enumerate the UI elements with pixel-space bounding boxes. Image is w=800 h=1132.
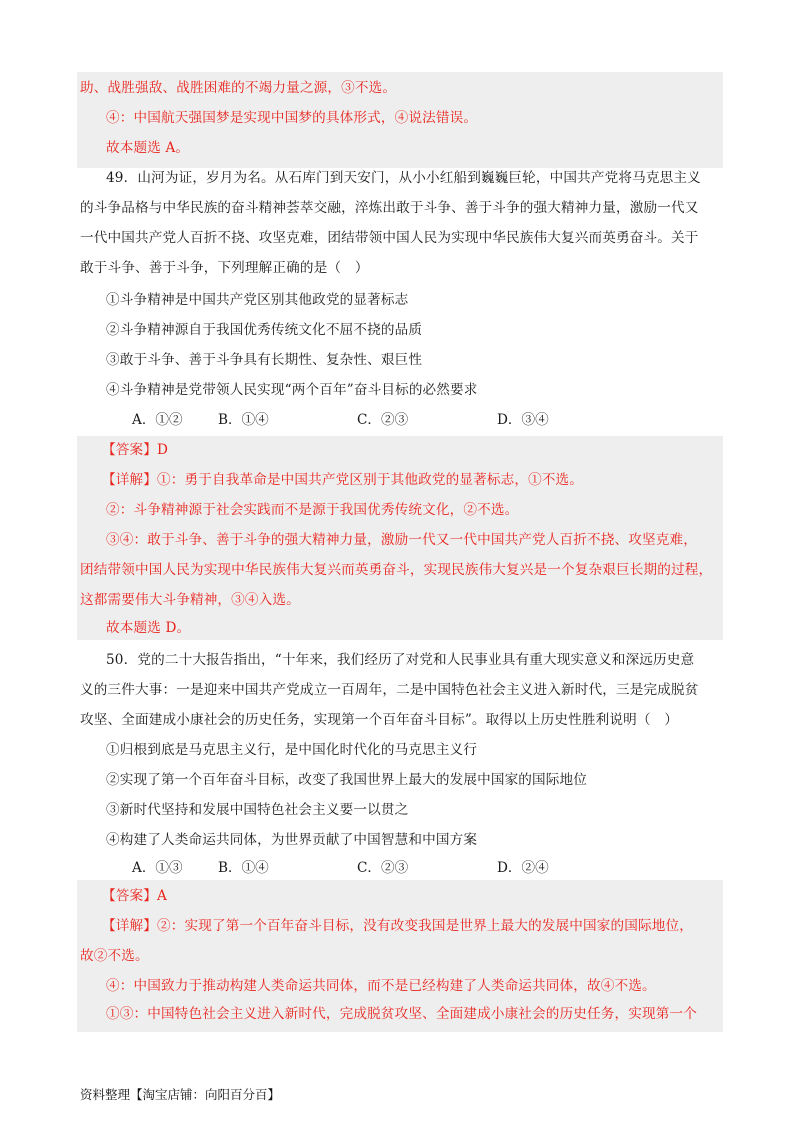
q49-statement: ①斗争精神是中国共产党区别其他政党的显著标志: [106, 292, 409, 308]
q50-options: [0, 858, 800, 878]
q50-option-b: B．①④: [218, 860, 269, 876]
q50-answer: 【答案】A: [102, 888, 167, 904]
q50-statement: ②实现了第一个百年奋斗目标，改变了我国世界上最大的发展中国家的国际地位: [106, 772, 588, 788]
q50-stem-line: 义的三件大事：一是迎来中国共产党成立一百周年，二是中国特色社会主义进入新时代，三是完成脱贫: [80, 682, 699, 698]
detail-text: ①：勇于自我革命是中国共产党区别于其他政党的显著标志，①不选。: [156, 472, 584, 488]
page-footer: 资料整理【淘宝店铺：向阳百分百】: [80, 1087, 281, 1102]
q49-option-d: D．③④: [497, 412, 549, 428]
q49-detail-line: 团结带领中国人民为实现中华民族伟大复兴而英勇奋斗，实现民族伟大复兴是一个复杂艰巨长期的过程，: [80, 562, 713, 578]
q49-stem-line: 敢于斗争、善于斗争，下列理解正确的是（ ）: [80, 260, 369, 276]
q49-statement: ④斗争精神是党带领人民实现“两个百年”奋斗目标的必然要求: [106, 382, 478, 398]
detail-label: 【详解】: [102, 472, 157, 488]
q49-stem-line: 一代中国共产党人百折不挠、攻坚克难，团结带领中国人民为实现中华民族伟大复兴而英勇奋斗。关于: [80, 230, 699, 246]
q49-stem-line: 的斗争品格与中华民族的奋斗精神荟萃交融，淬炼出敢于斗争、善于斗争的强大精神力量，激励一代又: [80, 200, 699, 216]
q48-detail-line: 助、战胜强敌、战胜困难的不竭力量之源，③不选。: [80, 80, 397, 96]
q50-option-d: D．②④: [497, 860, 549, 876]
detail-text: ②：实现了第一个百年奋斗目标，没有改变我国是世界上最大的发展中国家的国际地位，: [156, 918, 693, 934]
q50-stem-line: 50．党的二十大报告指出，“十年来，我们经历了对党和人民事业具有重大现实意义和深远历史意: [106, 652, 695, 668]
q50-option-c: C．②③: [357, 860, 409, 876]
q49-statement: ③敢于斗争、善于斗争具有长期性、复杂性、艰巨性: [106, 352, 423, 368]
q49-options: [0, 410, 800, 430]
q50-detail-line: ④：中国致力于推动构建人类命运共同体，而不是已经构建了人类命运共同体，故④不选。: [106, 978, 656, 994]
q50-option-a: A．①③: [132, 860, 183, 876]
q50-stem-line: 攻坚、全面建成小康社会的历史任务，实现第一个百年奋斗目标”。取得以上历史性胜利说明（ ）: [80, 712, 679, 728]
q50-statement: ③新时代坚持和发展中国特色社会主义要一以贯之: [106, 802, 409, 818]
q49-option-a: A．①②: [132, 412, 183, 428]
q49-option-c: C．②③: [357, 412, 409, 428]
q49-detail-line: ②：斗争精神源于社会实践而不是源于我国优秀传统文化，②不选。: [106, 502, 519, 518]
q50-statement: ④构建了人类命运共同体，为世界贡献了中国智慧和中国方案: [106, 832, 478, 848]
detail-label: 【详解】: [102, 918, 157, 934]
q49-detail-line: ③④：敢于斗争、善于斗争的强大精神力量，激励一代又一代中国共产党人百折不挠、攻坚克难，: [106, 532, 697, 548]
q49-detail-line: 这都需要伟大斗争精神，③④入选。: [80, 592, 300, 608]
q50-detail-line: [102, 916, 693, 936]
q50-detail-line: 故②不选。: [80, 948, 149, 964]
q49-detail-line: [102, 470, 583, 490]
q49-option-b: B．①④: [218, 412, 269, 428]
q48-detail-line: ④：中国航天强国梦是实现中国梦的具体形式，④说法错误。: [106, 110, 478, 126]
q50-detail-line: ①③：中国特色社会主义进入新时代，完成脱贫攻坚、全面建成小康社会的历史任务，实现第一个: [106, 1006, 697, 1022]
q49-conclusion: 故本题选 D。: [106, 620, 191, 636]
q49-stem-line: 49．山河为证，岁月为名。从石库门到天安门，从小小红船到巍巍巨轮，中国共产党将马克思主义: [106, 170, 701, 186]
q50-statement: ①归根到底是马克思主义行，是中国化时代化的马克思主义行: [106, 742, 478, 758]
q48-conclusion: 故本题选 A。: [106, 140, 190, 156]
q49-answer: 【答案】D: [102, 442, 169, 458]
q49-statement: ②斗争精神源自于我国优秀传统文化不屈不挠的品质: [106, 322, 423, 338]
